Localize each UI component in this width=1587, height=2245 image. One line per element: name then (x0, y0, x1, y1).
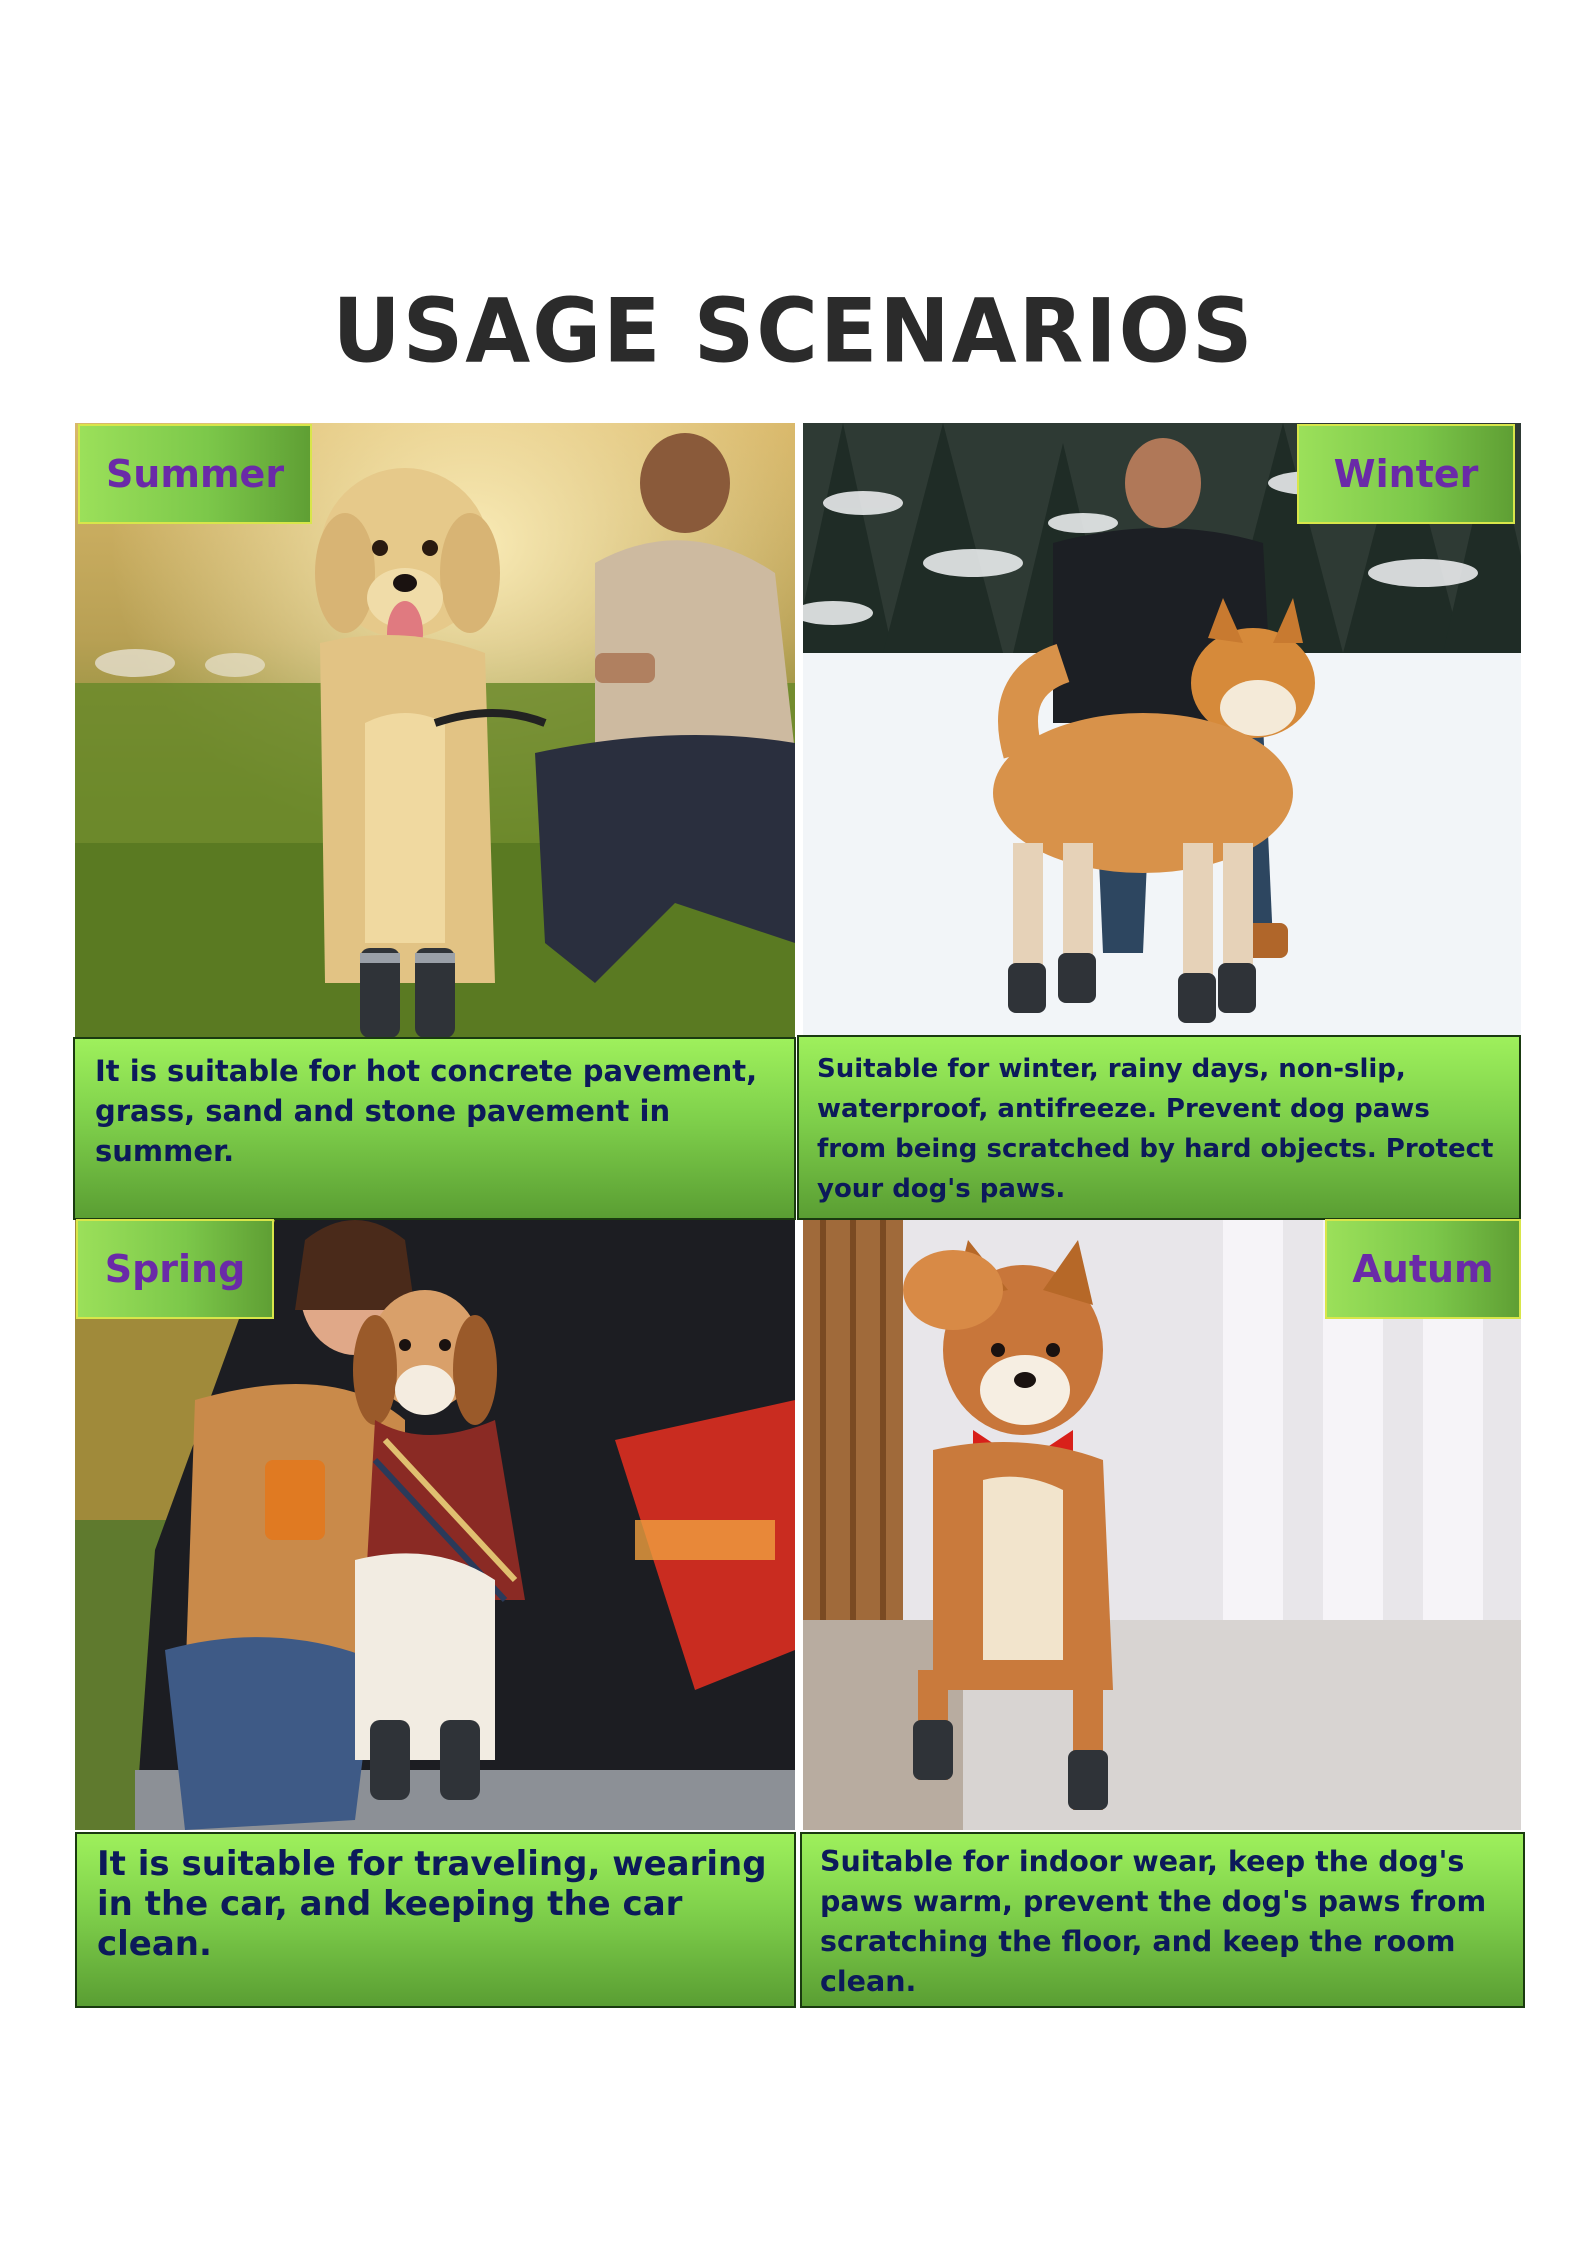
caption-spring (75, 1832, 796, 2008)
season-spring-text: Spring (104, 1247, 246, 1291)
caption-winter (797, 1035, 1521, 1220)
caption-summer-text: It is suitable for hot concrete pavement, grass, sand and stone pavement in summer. (95, 1054, 758, 1168)
caption-autumn (800, 1832, 1525, 2008)
season-autumn-text: Autum (1352, 1247, 1494, 1291)
page-title: USAGE SCENARIOS (332, 279, 1255, 383)
season-winter-text: Winter (1333, 452, 1479, 496)
season-label-summer (78, 424, 312, 524)
season-summer-text: Summer (105, 452, 285, 496)
season-label-winter (1297, 424, 1515, 524)
season-label-autumn (1325, 1219, 1521, 1319)
season-label-spring (76, 1219, 274, 1319)
caption-winter-text: Suitable for winter, rainy days, non-slip, waterproof, antifreeze. Prevent dog paws from being scratched by hard objects. Protect your dog's paws. (817, 1054, 1494, 1204)
caption-spring-text: It is suitable for traveling, wearing in the car, and keeping the car clean. (97, 1844, 767, 1964)
caption-autumn-text: Suitable for indoor wear, keep the dog's paws warm, prevent the dog's paws from scratching the floor, and keep the room clean. (820, 1845, 1487, 1998)
caption-summer (73, 1037, 796, 1220)
